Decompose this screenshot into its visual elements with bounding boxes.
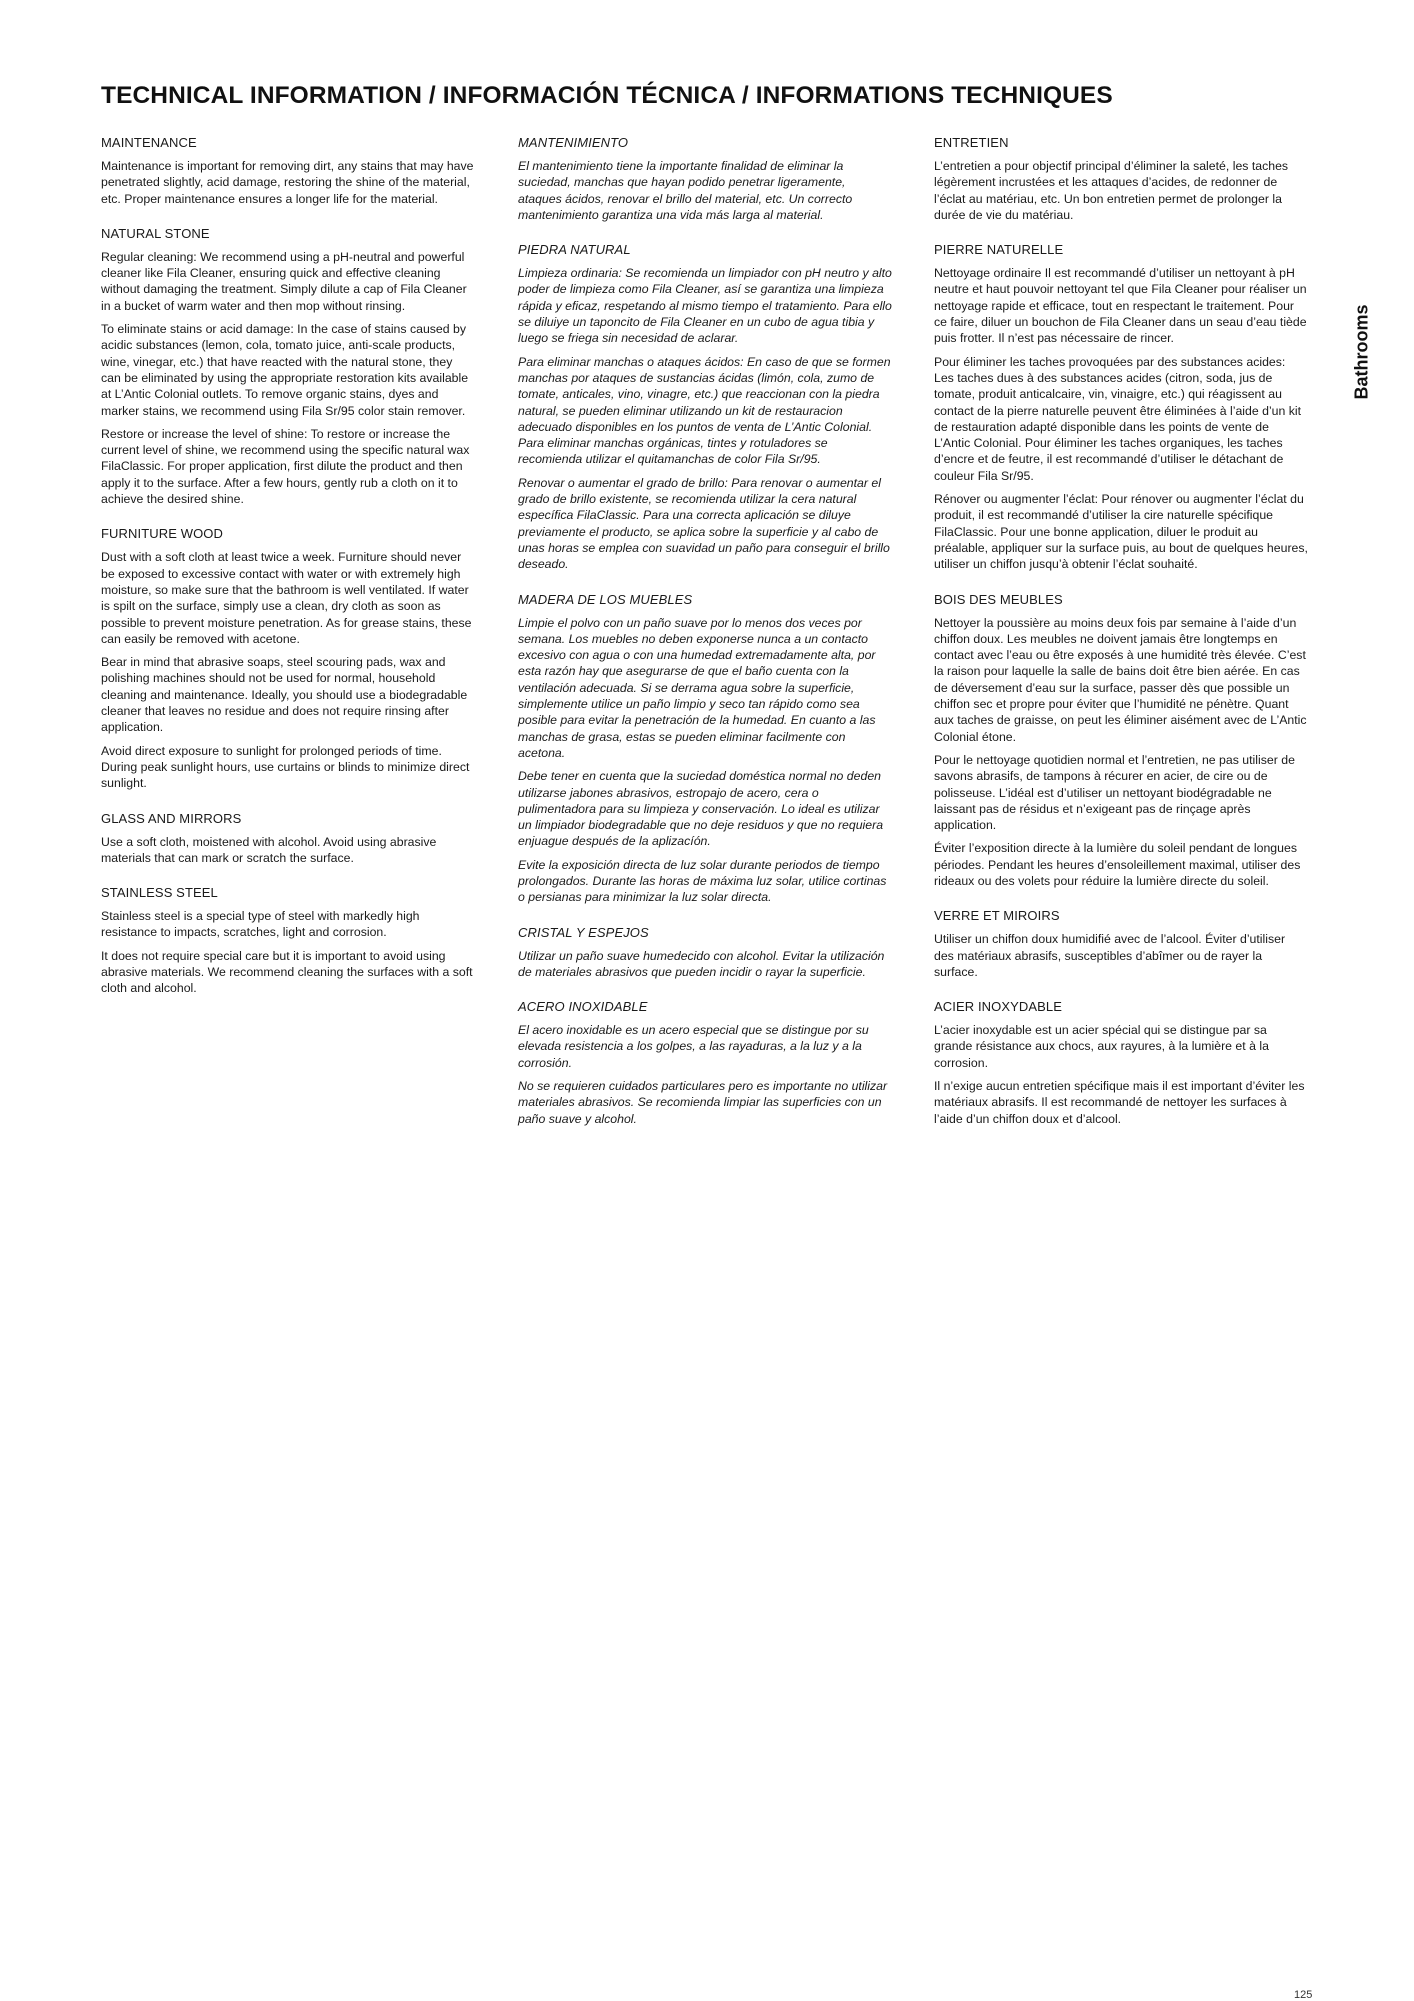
paragraph: Nettoyer la poussière au moins deux fois par semaine à l’aide d’un chiffon doux. Les meubles ne doivent jamais être longtemps en contact avec l’eau ou être exposés à une humidité très élevée. C’est la raison pour laquelle la salle de bains doit être bien aérée. En cas de déversement d’eau sur la surface, passer dès que possible un chiffon sec et propre pour éviter que l’humidité ne pénètre. Quant aux taches de graisse, on peut les éliminer aisément avec de L’Antic Colonial étone. <box>934 615 1307 744</box>
paragraph: Dust with a soft cloth at least twice a week. Furniture should never be exposed to excessive contact with water or with extremely high moisture, so make sure that the bathroom is well ventilated. If water is spilt on the surface, simply use a clean, dry cloth as soon as possible to prevent moisture penetration. As for grease stains, these can easily be removed with acetone. <box>101 550 472 646</box>
section-pierre-naturelle <box>934 242 1308 572</box>
section-heading: ACERO INOXIDABLE <box>518 999 648 1015</box>
section-piedra-natural <box>518 242 892 572</box>
paragraph: Regular cleaning: We recommend using a pH-neutral and powerful cleaner like Fila Cleaner, ensuring quick and effective cleaning without damaging the treatment. Simply dilute a cap of Fila Cleaner in a bucket of warm water and then mop without rinsing. <box>101 249 467 313</box>
section-heading: FURNITURE WOOD <box>101 526 223 542</box>
column-spanish <box>518 135 892 1146</box>
section-heading: GLASS AND MIRRORS <box>101 810 242 826</box>
section-verre-et-miroirs <box>934 908 1308 980</box>
section-heading: ENTRETIEN <box>934 135 1009 150</box>
paragraph: Éviter l’exposition directe à la lumière du soleil pendant de longues périodes. Pendant les heures d’ensoleillement maximal, utiliser des rideaux ou des volets pour réduire la lumière directe du soleil. <box>934 841 1301 888</box>
section-heading: MADERA DE LOS MUEBLES <box>518 591 693 607</box>
paragraph: Rénover ou augmenter l’éclat: Pour rénover ou augmenter l’éclat du produit, il est recommandé d’utiliser la cire naturelle spécifique FilaClassic. Pour une bonne application, diluer le produit au préalable, appliquer sur la surface puis, au bout de quelques heures, utiliser un chiffon jusqu’à obtenir l’éclat souhaité. <box>934 492 1308 572</box>
section-heading: ACIER INOXYDABLE <box>934 999 1063 1015</box>
paragraph: Maintenance is important for removing dirt, any stains that may have penetrated slightly, acid damage, restoring the shine of the material, etc. Proper maintenance ensures a longer life for the material. <box>101 159 474 206</box>
section-entretien <box>934 135 1308 223</box>
section-glass-and-mirrors <box>101 811 475 867</box>
column-french <box>934 135 1308 1146</box>
section-heading: NATURAL STONE <box>101 225 210 241</box>
section-bois-des-meubles <box>934 592 1308 890</box>
paragraph: No se requieren cuidados particulares pero es importante no utilizar materiales abrasivos. Se recomienda limpiar las superficies con un paño suave y alcohol. <box>518 1079 888 1126</box>
paragraph: Stainless steel is a special type of steel with markedly high resistance to impacts, scratches, light and corrosion. <box>101 909 420 940</box>
section-heading: MANTENIMIENTO <box>518 135 629 150</box>
paragraph: Para eliminar manchas o ataques ácidos: En caso de que se formen manchas por ataques de sustancias ácidas (limón, cola, zumo de tomate, anticales, vino, vinagre, etc.) que reaccionan con la piedra natural, se pueden eliminar utilizando un kit de restauracion adecuado disponibles en los puntos de venta de L’Antic Colonial. Para eliminar manchas orgánicas, tintes y rotuladores se recomienda utilizar el quitamanchas de color Fila Sr/95. <box>518 354 891 467</box>
paragraph: El mantenimiento tiene la importante finalidad de eliminar la suciedad, manchas que hayan podido penetrar ligeramente, ataques ácidos, renovar el brillo del material, etc. Un correcto mantenimiento garantiza una vida más larga al material. <box>518 159 853 222</box>
section-cristal-y-espejos <box>518 925 892 981</box>
paragraph: Avoid direct exposure to sunlight for prolonged periods of time. During peak sunlight hours, use curtains or blinds to minimize direct sunlight. <box>101 743 470 791</box>
section-heading: BOIS DES MEUBLES <box>934 591 1063 607</box>
paragraph: Utiliser un chiffon doux humidifié avec de l’alcool. Éviter d’utiliser des matériaux abrasifs, susceptibles d’abîmer ou de rayer la surface. <box>934 932 1286 979</box>
paragraph: Use a soft cloth, moistened with alcohol. Avoid using abrasive materials that can mark or scratch the surface. <box>101 834 437 865</box>
paragraph: Limpie el polvo con un paño suave por lo menos dos veces por semana. Los muebles no deben exponerse nunca a un contacto excesivo con agua o con una humedad extremadamente alta, por esta razón hay que asegurarse de que el baño cuenta con la ventilación adecuada. Si se derrama agua sobre la superficie, simplemente utilice un paño limpio y seco tan rápido como sea posible para evitar la penetración de la humedad. En cuanto a las manchas de grasa, estas se pueden eliminar facilmente con acetona. <box>518 615 876 760</box>
section-stainless-steel <box>101 885 475 996</box>
paragraph: L’entretien a pour objectif principal d’éliminer la saleté, les taches légèrement incrustées et les attaques d’acides, de redonner de l’éclat au matériau, etc. Un bon entretien permet de prolonger la durée de vie du matériau. <box>934 159 1289 222</box>
section-natural-stone <box>101 226 475 507</box>
section-maintenance <box>101 135 475 207</box>
paragraph: Evite la exposición directa de luz solar durante periodos de tiempo prolongados. Durante las horas de máxima luz solar, utilice cortinas o persianas para minimizar la luz solar directa. <box>518 857 887 905</box>
section-acero-inoxidable <box>518 999 892 1127</box>
section-madera-de-los-muebles <box>518 592 892 906</box>
section-mantenimiento <box>518 135 892 223</box>
section-heading: MAINTENANCE <box>101 135 197 150</box>
section-acier-inoxydable <box>934 999 1308 1127</box>
paragraph: Restore or increase the level of shine: To restore or increase the current level of shine, we recommend using the specific natural wax FilaClassic. For proper application, first dilute the product and then apply it to the surface. After a few hours, gently rub a cloth on it to achieve the desired shine. <box>101 426 470 507</box>
paragraph: Bear in mind that abrasive soaps, steel scouring pads, wax and polishing machines should not be used for normal, household cleaning and maintenance. Ideally, you should use a biodegradable cleaner that leaves no residue and does not require rinsing after application. <box>101 655 468 735</box>
page-title: TECHNICAL INFORMATION / INFORMACIÓN TÉCNICA / INFORMATIONS TECHNIQUES <box>101 82 1113 110</box>
paragraph: Utilizar un paño suave humedecido con alcohol. Evitar la utilización de materiales abrasivos que pueden incidir o rayar la superficie. <box>518 948 885 979</box>
column-english <box>101 135 475 1016</box>
paragraph: El acero inoxidable es un acero especial que se distingue por su elevada resistencia a los golpes, a las rayaduras, a la luz y a la corrosión. <box>518 1023 869 1070</box>
paragraph: Il n’exige aucun entretien spécifique mais il est important d’éviter les matériaux abrasifs. Il est recommandé de nettoyer les surfaces à l’aide d’un chiffon doux et d’alcool. <box>934 1079 1305 1126</box>
section-heading: STAINLESS STEEL <box>101 885 218 901</box>
paragraph: To eliminate stains or acid damage: In the case of stains caused by acidic substances (lemon, cola, tomato juice, anti-scale products, wine, vinegar, etc.) that have reacted with the natural stone, they can be eliminated by using the appropriate restoration kits available at L’Antic Colonial outlets. To remove organic stains, dyes and marker stains, we recommend using Fila Sr/95 color stain remover. <box>101 322 469 418</box>
section-heading: VERRE ET MIROIRS <box>934 908 1060 924</box>
paragraph: Pour éliminer les taches provoquées par des substances acides: Les taches dues à des substances acides (citron, soda, jus de tomate, produit anticalcaire, vin, vinaigre, etc.) qui réagissent au contact de la pierre naturelle peuvent être éliminées à l’aide d’un kit de restauration adapté disponible dans les points de vente de L’Antic Colonial. Pour éliminer les taches organiques, les taches d’encre et de feutre, il est recommandé d’utiliser le détachant de couleur Fila Sr/95. <box>934 354 1302 483</box>
section-furniture-wood <box>101 526 475 791</box>
section-heading: CRISTAL Y ESPEJOS <box>518 924 649 940</box>
paragraph: Pour le nettoyage quotidien normal et l’entretien, ne pas utiliser de savons abrasifs, de tampons à récurer en acier, de cire ou de polisseuse. L’idéal est d’utiliser un nettoyant biodégradable ne laissant pas de résidus et n’exigeant pas de rinçage après application. <box>934 752 1295 833</box>
side-category-label: Bathrooms <box>1351 304 1372 400</box>
paragraph: It does not require special care but it is important to avoid using abrasive materials. We recommend cleaning the surfaces with a soft cloth and alcohol. <box>101 948 473 996</box>
paragraph: Limpieza ordinaria: Se recomienda un limpiador con pH neutro y alto poder de limpieza como Fila Cleaner, así se garantiza una limpieza rápida y eficaz, respetando al mismo tiempo el tratamiento. Para ello se diluiye un taponcito de Fila Cleaner en un cubo de agua tibia y luego se friega sin necesidad de aclarar. <box>518 266 892 346</box>
paragraph: Renovar o aumentar el grado de brillo: Para renovar o aumentar el grado de brillo existente, se recomienda utilizar la cera natural específica FilaClassic. Para una correcta aplicación se diluye previamente el producto, se aplica sobre la superficie y al cabo de unas horas se emplea con suavidad un paño para conseguir el brillo deseado. <box>518 475 890 572</box>
paragraph: Nettoyage ordinaire Il est recommandé d’utiliser un nettoyant à pH neutre et haut pouvoir nettoyant tel que Fila Cleaner pour réaliser un nettoyage rapide et efficace, tout en respectant le traitement. Pour ce faire, diluer un bouchon de Fila Cleaner dans un seau d’eau tiède puis frotter. Il n’est pas nécessaire de rincer. <box>934 266 1307 346</box>
page-number: 125 <box>1294 1989 1313 2001</box>
section-heading: PIEDRA NATURAL <box>518 242 631 258</box>
paragraph: L’acier inoxydable est un acier spécial qui se distingue par sa grande résistance aux chocs, aux rayures, à la lumière et à la corrosion. <box>934 1023 1269 1070</box>
section-heading: PIERRE NATURELLE <box>934 242 1064 258</box>
paragraph: Debe tener en cuenta que la suciedad doméstica normal no deden utilizarse jabones abrasivos, estropajo de acero, cera o pulimentadora para su limpieza y conservación. Lo ideal es utilizar un limpiador biodegradable que no deje residuos y que no requiera enjuague después de la aplizacíón. <box>518 769 884 849</box>
